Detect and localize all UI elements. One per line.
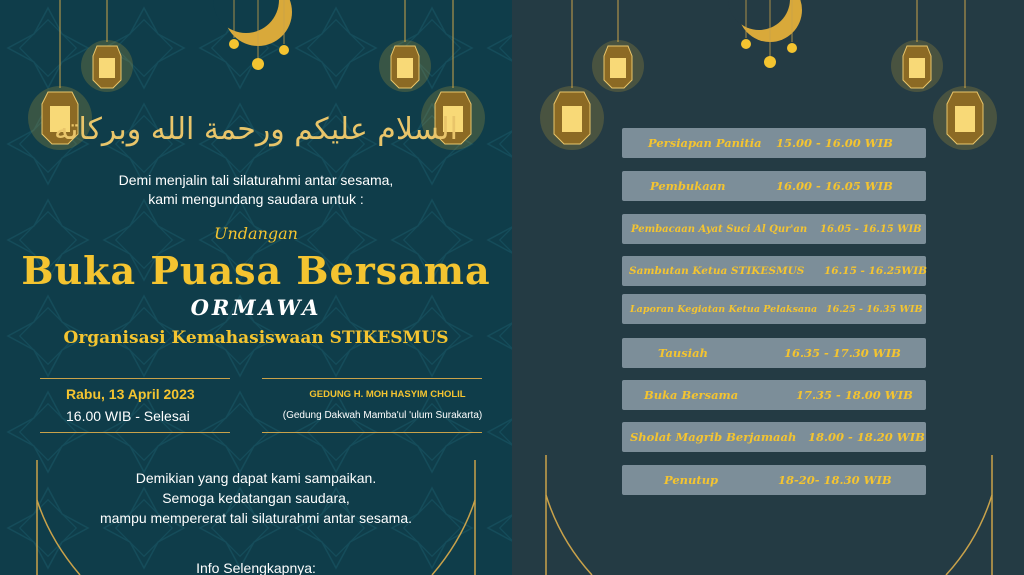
- schedule-item: [622, 338, 926, 368]
- schedule-activity: Laporan Kegiatan Ketua Pelaksana: [630, 303, 818, 315]
- divider: [40, 432, 230, 433]
- lantern-icon: [592, 0, 644, 92]
- venue-address: (Gedung Dakwah Mamba'ul 'ulum Surakarta): [282, 410, 483, 421]
- schedule-activity: Pembukaan: [650, 179, 726, 193]
- divider: [40, 378, 230, 379]
- schedule-time: 16.00 - 16.05 WIB: [776, 179, 893, 193]
- invitation-label: Undangan: [214, 224, 298, 243]
- schedule-activity: Buka Bersama: [644, 388, 739, 402]
- schedule-item: [622, 465, 926, 495]
- divider: [262, 432, 482, 433]
- intro-line-2: kami mengundang saudara untuk :: [148, 191, 364, 207]
- divider: [262, 378, 482, 379]
- schedule-activity: Penutup: [664, 473, 719, 487]
- schedule-item: [622, 256, 926, 286]
- schedule-activity: Sambutan Ketua STIKESMUS: [629, 265, 805, 277]
- closing-line-3: mampu mempererat tali silaturahmi antar sesama.: [99, 510, 412, 526]
- schedule-activity: Pembacaan Ayat Suci Al Qur'an: [631, 223, 808, 235]
- schedule-time: 16.15 - 16.25WIB: [824, 265, 928, 277]
- schedule-time: 16.25 - 16.35 WIB: [826, 303, 923, 315]
- intro-line-1: Demi menjalin tali silaturahmi antar sesama,: [118, 172, 394, 188]
- closing-line-2: Semoga kedatangan saudara,: [162, 490, 350, 506]
- arabic-greeting: السلام عليكم ورحمة الله وبركاته: [54, 112, 458, 147]
- event-title: Buka Puasa Bersama: [21, 248, 491, 293]
- schedule-item: [622, 422, 926, 452]
- schedule-time: 18-20- 18.30 WIB: [778, 473, 892, 487]
- crescent-moon-icon: [728, 0, 802, 68]
- event-date: Rabu, 13 April 2023: [66, 386, 195, 402]
- lantern-icon: [891, 0, 943, 92]
- schedule-activity: Sholat Magrib Berjamaah: [630, 430, 797, 444]
- lantern-icon: [933, 0, 997, 150]
- schedule-time: 16.35 - 17.30 WIB: [784, 346, 901, 360]
- schedule-item: [622, 128, 926, 158]
- event-subtitle: ORMAWA: [190, 295, 322, 320]
- event-venue: GEDUNG H. MOH HASYIM CHOLIL: [309, 389, 466, 400]
- info-label: Info Selengkapnya:: [196, 560, 316, 575]
- schedule-activity: Tausiah: [658, 346, 708, 360]
- schedule-item: [622, 171, 926, 201]
- closing-line-1: Demikian yang dapat kami sampaikan.: [135, 470, 377, 486]
- schedule-activity: Persiapan Panitia: [648, 136, 762, 150]
- schedule-item: [622, 380, 926, 410]
- schedule-item: [622, 294, 926, 324]
- schedule-time: 18.00 - 18.20 WIB: [808, 430, 925, 444]
- schedule-time: 15.00 - 16.00 WIB: [776, 136, 893, 150]
- schedule-time: 16.05 - 16.15 WIB: [820, 223, 922, 235]
- organization-name: Organisasi Kemahasiswaan STIKESMUS: [63, 328, 449, 348]
- schedule-item: [622, 214, 926, 244]
- event-time: 16.00 WIB - Selesai: [66, 408, 190, 424]
- schedule-time: 17.35 - 18.00 WIB: [796, 388, 913, 402]
